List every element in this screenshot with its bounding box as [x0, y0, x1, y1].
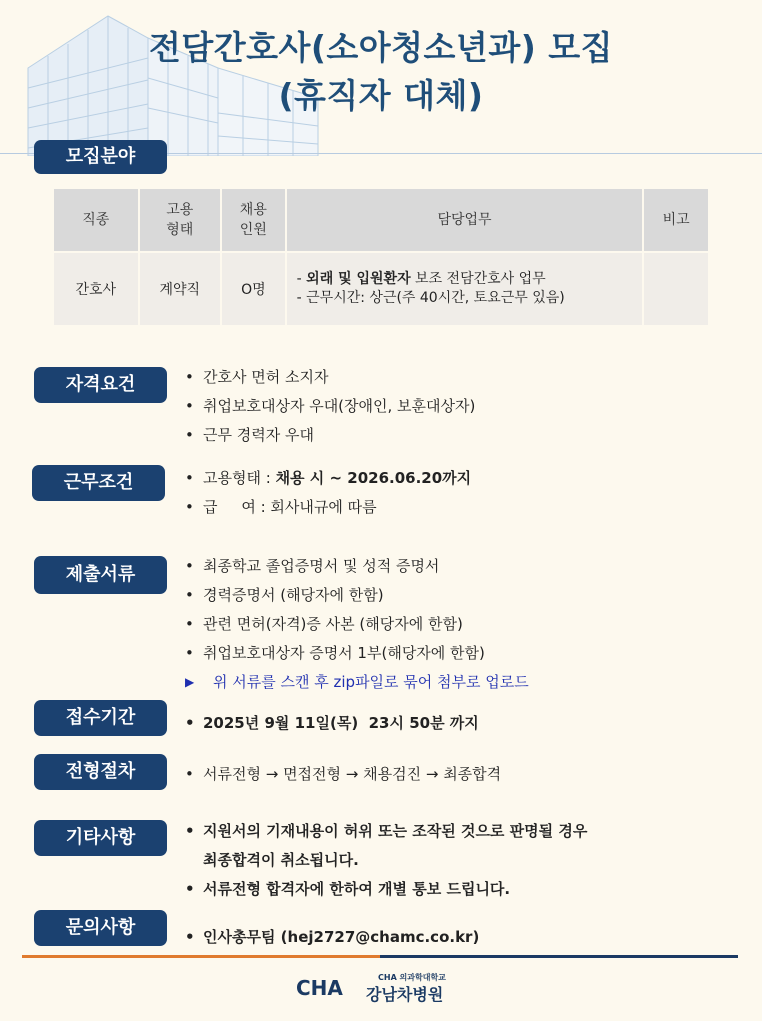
table-row [54, 253, 708, 325]
logo-subtitle: CHA 의과학대학교 [378, 973, 446, 982]
table-header-duty: 담당업무 [287, 189, 643, 251]
section-label-documents: 제출서류 [34, 556, 167, 594]
period-list [185, 712, 479, 741]
cell-job: 간호사 [54, 253, 138, 325]
page-title: 전담간호사(소아청소년과) 모집 [148, 28, 614, 67]
list-item: • 고용형태 : 채용 시 ~ 2026.06.20까지 [185, 467, 471, 496]
list-item: • 취업보호대상자 증명서 1부(해당자에 한함) [185, 642, 529, 671]
conditions-list [185, 467, 471, 525]
section-label-inquiry: 문의사항 [34, 910, 167, 946]
section-label-etc: 기타사항 [34, 820, 167, 856]
list-item: • 취업보호대상자 우대(장애인, 보훈대상자) [185, 395, 475, 424]
list-item: • 경력증명서 (해당자에 한함) [185, 584, 529, 613]
duty-line-1: - 외래 및 입원환자 보조 전담간호사 업무 [296, 271, 546, 287]
list-item: • 간호사 면허 소지자 [185, 366, 475, 395]
section-label-field: 모집분야 [34, 140, 167, 174]
upload-note: ▶ 위 서류를 스캔 후 zip파일로 묶어 첨부로 업로드 [185, 671, 529, 700]
logo-name: 강남차병원 [366, 985, 444, 1004]
recruit-table [52, 187, 710, 327]
section-label-process: 전형절차 [34, 754, 167, 790]
section-label-conditions: 근무조건 [32, 465, 165, 501]
section-label-period: 접수기간 [34, 700, 167, 736]
list-item: • 2025년 9월 11일(목) 23시 50분 까지 [185, 712, 479, 741]
list-item: • 최종학교 졸업증명서 및 성적 증명서 [185, 555, 529, 584]
list-item: • 관련 면허(자격)증 사본 (해당자에 한함) [185, 613, 529, 642]
inquiry-list [185, 926, 479, 955]
list-item-continued: 최종합격이 취소됩니다. [203, 851, 359, 869]
list-item: • 지원서의 기재내용이 허위 또는 조작된 것으로 판명될 경우 [185, 820, 587, 849]
cell-count: O명 [222, 253, 285, 325]
cell-type: 계약직 [140, 253, 221, 325]
footer-divider-navy [380, 955, 738, 958]
cha-logo-icon [296, 976, 354, 998]
footer-divider-orange [22, 955, 380, 958]
table-header-job: 직종 [54, 189, 138, 251]
page-subtitle: (휴직자 대체) [278, 76, 484, 115]
cell-duty [287, 253, 643, 325]
table-header-type: 고용 형태 [140, 189, 221, 251]
documents-list [185, 555, 529, 700]
list-item: • 인사총무팀 (hej2727@chamc.co.kr) [185, 926, 479, 955]
list-item: • 서류전형 → 면접전형 → 채용검진 → 최종합격 [185, 763, 501, 792]
section-label-qualification: 자격요건 [34, 367, 167, 403]
svg-text:CHA: CHA [296, 976, 343, 998]
table-header-count: 채용 인원 [222, 189, 285, 251]
process-list [185, 763, 501, 792]
list-item: • 근무 경력자 우대 [185, 424, 475, 453]
list-item: • 서류전형 합격자에 한하여 개별 통보 드립니다. [185, 878, 587, 907]
table-header-note: 비고 [644, 189, 708, 251]
cell-note [644, 253, 708, 325]
table-header-row [54, 189, 708, 251]
duty-line-2: - 근무시간: 상근(주 40시간, 토요근무 있음) [296, 290, 565, 306]
etc-list [185, 820, 587, 907]
list-item: • 급 여 : 회사내규에 따름 [185, 496, 471, 525]
qualification-list [185, 366, 475, 453]
